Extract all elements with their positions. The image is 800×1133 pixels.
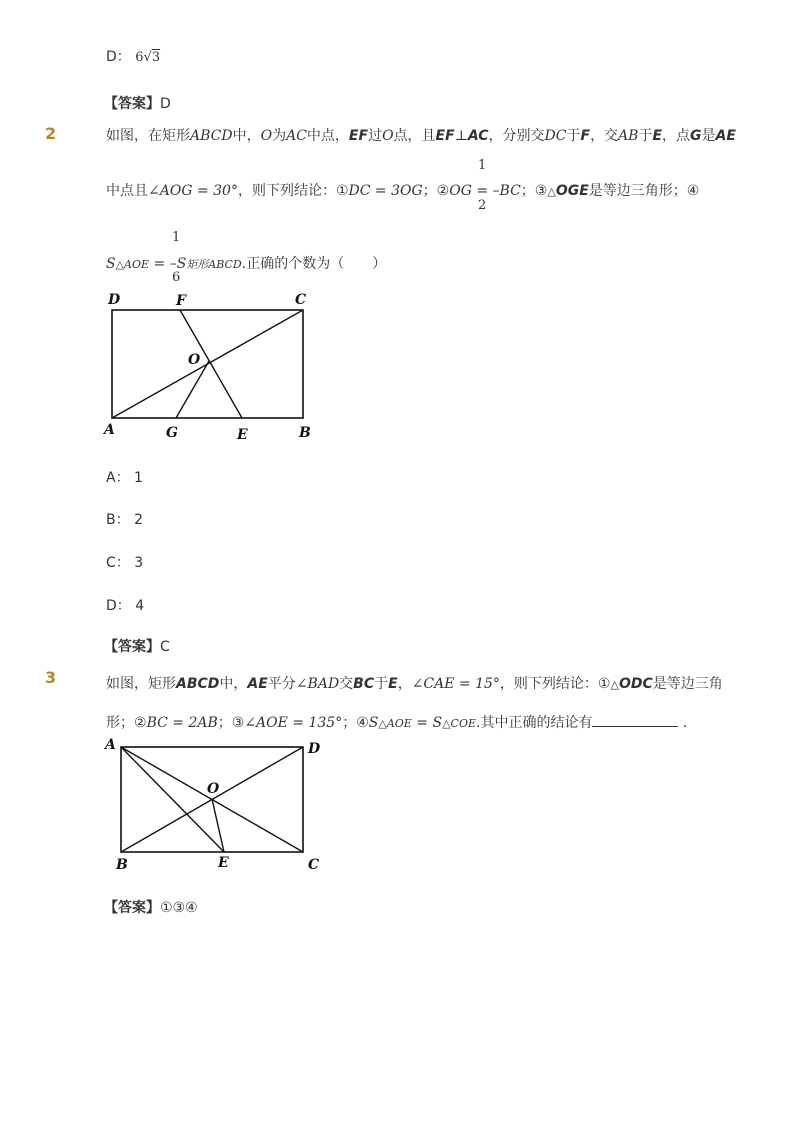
math: ∠BAD [295, 676, 340, 692]
question-number: 2 [45, 124, 57, 143]
text: ；③ [217, 715, 245, 731]
text: 交 [339, 676, 354, 692]
option-label: B： [106, 512, 130, 528]
text: 为 [272, 128, 287, 144]
math: BC [499, 183, 521, 199]
option-value: 4 [135, 598, 145, 614]
text: 是 [701, 128, 716, 144]
option-coef: 6 [135, 50, 144, 65]
math: ∠CAE = 15° [411, 676, 500, 692]
label-b: B [116, 857, 128, 873]
math: F [580, 128, 591, 144]
math: S [368, 715, 379, 731]
text: 中点且 [106, 183, 148, 199]
option-a [106, 467, 143, 487]
text: 于 [566, 128, 581, 144]
math: E [652, 128, 663, 144]
math: ∠AOE = 135° [244, 715, 343, 731]
answer-blank[interactable] [592, 714, 678, 727]
label-a: A [104, 422, 115, 438]
label-f: F [176, 293, 186, 309]
answer-value: D [160, 96, 171, 112]
text: 是等边三角形；④ [588, 183, 700, 199]
label-c: C [295, 292, 307, 308]
fraction-bar: – [492, 183, 500, 199]
q3-figure [100, 735, 330, 880]
text: 形；② [106, 715, 147, 731]
answer-label: 【答案】 [104, 639, 160, 655]
text: 点，且 [393, 128, 436, 144]
label-e: E [237, 427, 248, 443]
fraction-numerator: 1 [172, 230, 181, 245]
label-d: D [308, 741, 321, 757]
math: DC [544, 128, 567, 144]
prev-option-d [106, 46, 160, 66]
math: BC [353, 676, 375, 692]
segment-og [176, 361, 209, 418]
math: AE [715, 128, 736, 144]
radicand: 3 [151, 50, 161, 65]
fraction-denominator: 2 [478, 198, 487, 213]
option-label: D： [106, 598, 131, 614]
math: AC [286, 128, 307, 144]
fraction-bar: – [169, 256, 177, 272]
option-b [106, 509, 143, 529]
text: 于 [374, 676, 389, 692]
math: AE [247, 676, 268, 692]
option-value: 2 [134, 512, 143, 528]
sqrt-icon: √3 [143, 50, 161, 65]
label-o: O [207, 781, 220, 797]
fraction-numerator: 1 [478, 158, 487, 173]
math: O [260, 128, 273, 144]
segment-ae [121, 747, 224, 852]
text: 平分 [267, 676, 296, 692]
text: 于 [638, 128, 653, 144]
text: 是等边三角 [652, 676, 723, 692]
q3-answer [104, 897, 198, 917]
label-d: D [108, 292, 121, 308]
text: ；② [422, 183, 450, 199]
q2-line-1 [106, 125, 736, 145]
text: 中点， [306, 128, 349, 144]
subscript: 矩形ABCD [186, 258, 242, 271]
math: AB [618, 128, 639, 144]
text: 如图，在矩形 [106, 128, 190, 144]
option-c [106, 552, 143, 572]
math: ABCD [190, 128, 233, 144]
text: 中， [219, 676, 248, 692]
text: ，交 [590, 128, 619, 144]
text: ，则下列结论：① [499, 676, 611, 692]
text: 如图，矩形 [106, 676, 176, 692]
segment-oe [212, 799, 224, 852]
text: . [682, 715, 688, 731]
text: ，则下列结论：① [237, 183, 349, 199]
option-label: A： [106, 470, 130, 486]
text: ；③ [520, 183, 548, 199]
q3-line-2 [106, 712, 687, 732]
math: = S [416, 715, 443, 731]
answer-value: ①③④ [160, 900, 198, 916]
option-d [106, 595, 144, 615]
triangle-icon: △ [610, 678, 619, 691]
math: OG = [449, 183, 489, 199]
subscript: △COE [442, 717, 476, 730]
option-value: 3 [134, 555, 144, 571]
text: 过 [368, 128, 383, 144]
q2-line-3 [106, 253, 386, 273]
text: .其中正确的结论有 [476, 715, 593, 731]
perp-symbol: ⊥ [454, 128, 468, 144]
q2-answer [104, 636, 170, 656]
math: E [388, 676, 398, 692]
math: DC = 3OG [348, 183, 423, 199]
label-a: A [105, 737, 116, 753]
math: ODC [618, 676, 653, 692]
answer-label: 【答案】 [104, 900, 160, 916]
math: S [106, 256, 116, 272]
q2-line-2 [106, 180, 699, 200]
q3-line-1 [106, 673, 723, 693]
math: ∠AOG = 30° [148, 183, 238, 199]
label-g: G [166, 425, 178, 441]
math: S [176, 256, 187, 272]
question-number: 3 [45, 668, 57, 687]
math: ABCD [176, 676, 220, 692]
math: AC [467, 128, 489, 144]
math: G [690, 128, 702, 144]
text: .正确的个数为（ ） [241, 256, 387, 272]
label-o: O [188, 352, 201, 368]
prev-answer [104, 93, 171, 113]
text: ；④ [342, 715, 369, 731]
triangle-icon: △ [547, 185, 556, 198]
subscript: △AOE [378, 717, 412, 730]
option-label: C： [106, 555, 130, 571]
option-value: 1 [134, 470, 143, 486]
subscript: △AOE [115, 258, 150, 271]
math: = [153, 256, 166, 272]
text: 中， [232, 128, 261, 144]
fraction-denominator: 6 [172, 270, 181, 285]
text: ，分别交 [488, 128, 545, 144]
q2-figure [100, 288, 320, 448]
text: ，点 [662, 128, 691, 144]
label-b: B [299, 425, 311, 441]
answer-label: 【答案】 [104, 96, 160, 112]
math: EF [348, 128, 369, 144]
math: EF [435, 128, 455, 144]
answer-value: C [160, 639, 170, 655]
math: BC = 2AB [146, 715, 218, 731]
option-label: D： [106, 49, 131, 65]
label-e: E [218, 855, 229, 871]
math: OGE [555, 183, 589, 199]
label-c: C [308, 857, 320, 873]
text: ， [397, 676, 412, 692]
math: O [382, 128, 394, 144]
